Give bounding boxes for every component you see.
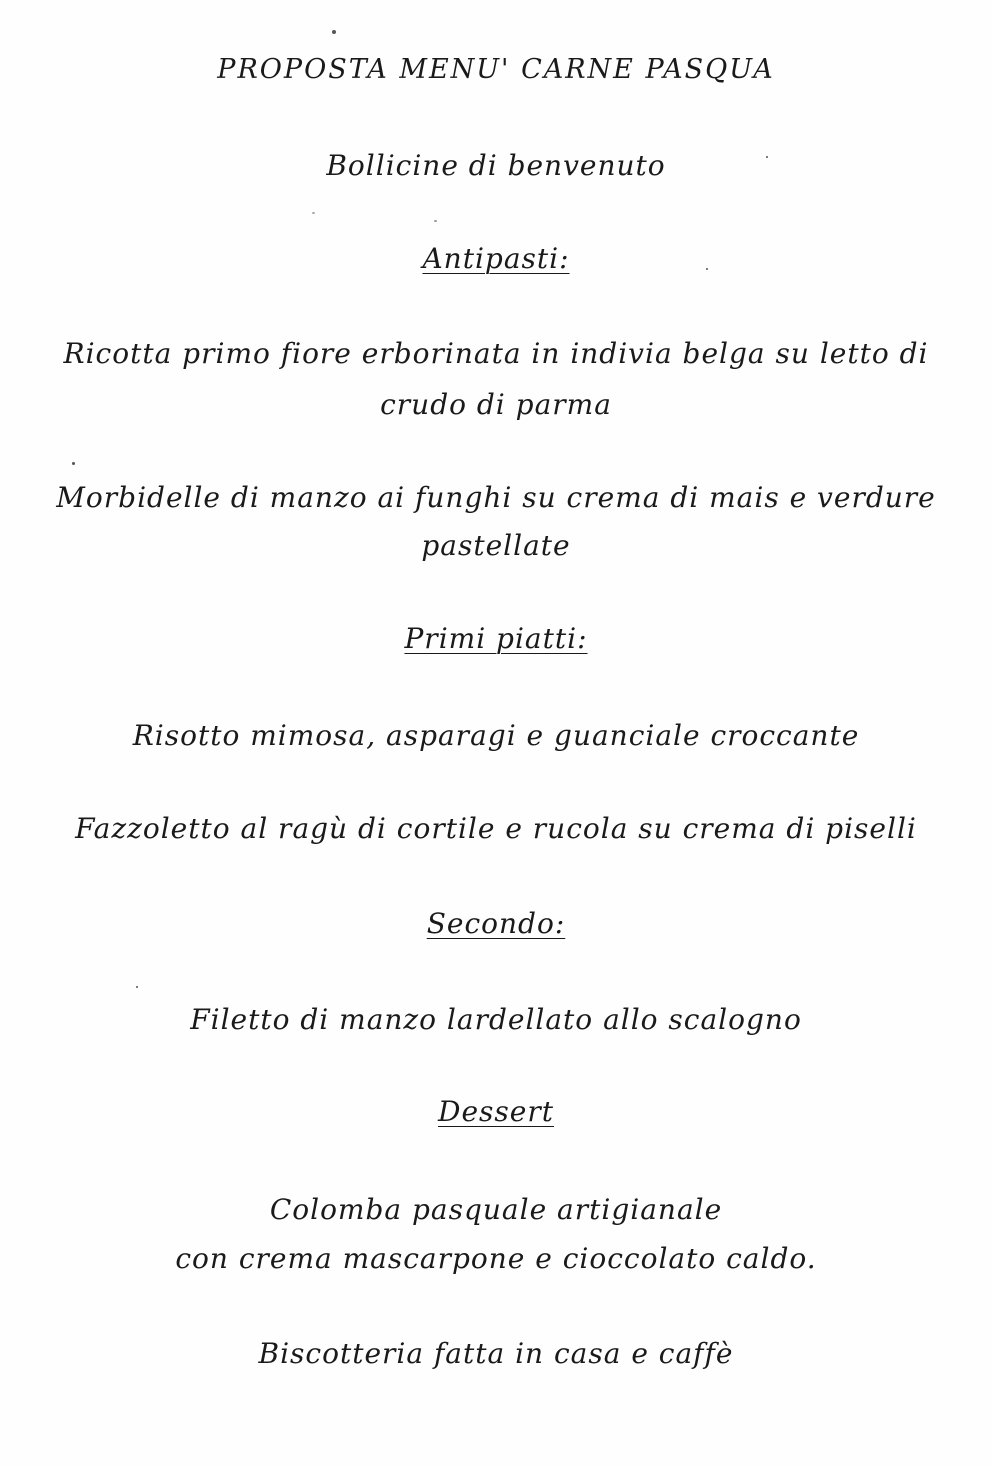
scan-speck (332, 30, 336, 34)
primo-item-1: Risotto mimosa, asparagi e guanciale croccante (132, 719, 860, 752)
scan-speck (766, 156, 768, 158)
menu-title: PROPOSTA MENU' CARNE PASQUA (217, 54, 775, 85)
section-heading-dessert: Dessert (438, 1095, 554, 1128)
antipasto-item-2-line-2: pastellate (421, 529, 571, 562)
section-heading-primi: Primi piatti: (404, 622, 588, 655)
antipasto-item-2-line-1: Morbidelle di manzo ai funghi su crema di mais e verdure (56, 481, 936, 514)
dessert-item-2: Biscotteria fatta in casa e caffè (258, 1337, 734, 1370)
antipasto-item-1-line-1: Ricotta primo fiore erborinata in indivia belga su letto di (63, 337, 929, 370)
scan-speck (72, 462, 75, 465)
scan-speck (706, 268, 708, 270)
scan-speck (312, 212, 315, 214)
primo-item-2: Fazzoletto al ragù di cortile e rucola su crema di piselli (75, 812, 917, 845)
antipasto-item-1-line-2: crudo di parma (380, 388, 612, 421)
scan-speck (136, 986, 138, 988)
dessert-item-1-line-2: con crema mascarpone e cioccolato caldo. (175, 1242, 817, 1275)
section-heading-secondo: Secondo: (426, 907, 566, 940)
scan-speck (434, 220, 437, 222)
welcome-drink: Bollicine di benvenuto (326, 149, 666, 182)
section-heading-antipasti: Antipasti: (422, 242, 570, 275)
dessert-item-1-line-1: Colomba pasquale artigianale (269, 1193, 723, 1226)
secondo-item-1: Filetto di manzo lardellato allo scalogno (190, 1003, 802, 1036)
